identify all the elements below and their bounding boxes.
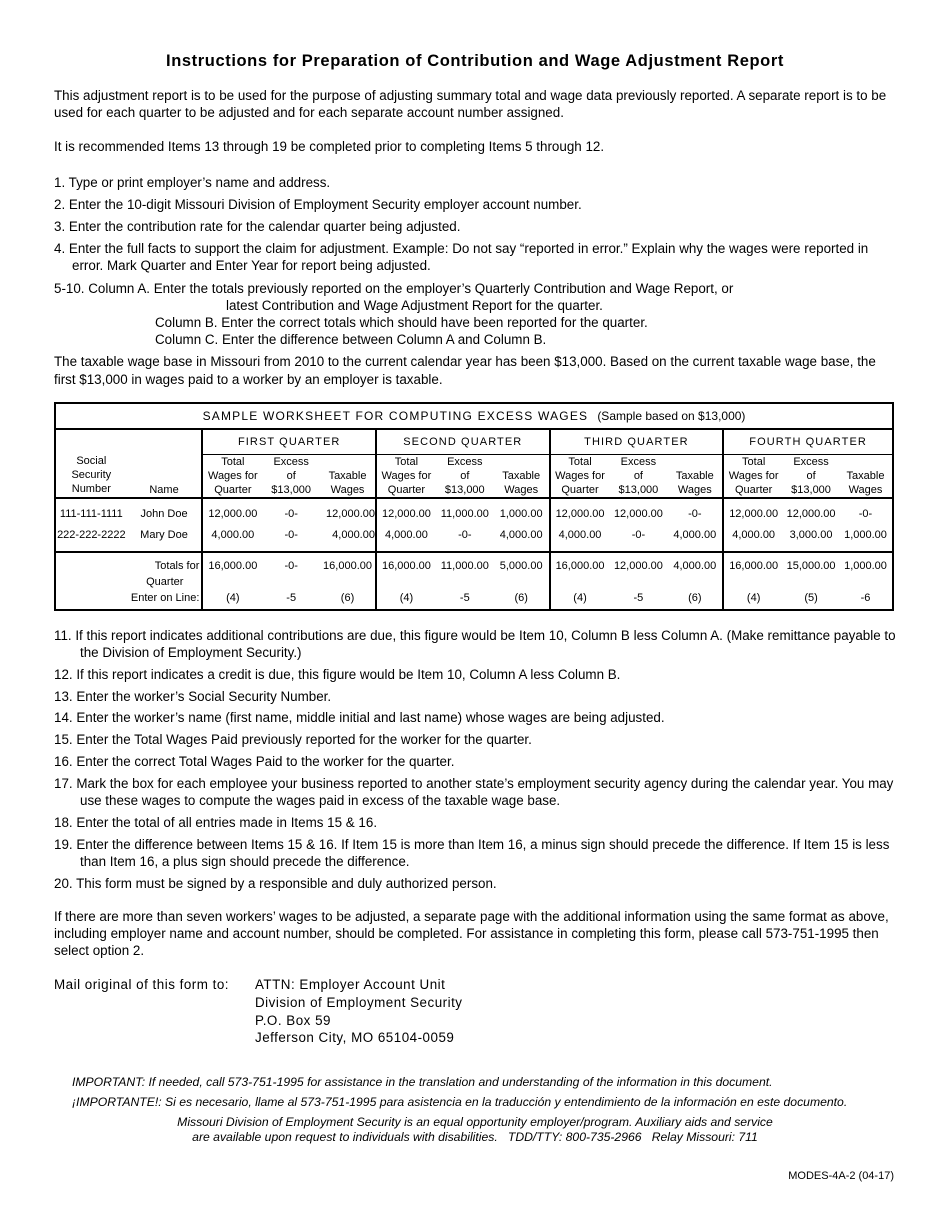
columns-instruction	[54, 280, 896, 349]
total-cell: 1,000.00	[844, 559, 887, 572]
worksheet-subtitle: (Sample based on $13,000)	[597, 408, 746, 423]
totals-label: Totals for Quarter	[146, 559, 200, 588]
excess-header: Excess of $13,000	[262, 454, 320, 498]
list-item: 20. This form must be signed by a responsible and duly authorized person.	[54, 875, 497, 891]
taxable-wage-paragraph: The taxable wage base in Missouri from 2010 to the current calendar year has been $13,000. Based on the current taxable wage base, the first $13,000 in wages paid to a worker by an employer is taxable.	[54, 354, 876, 387]
more-workers-paragraph: If there are more than seven workers’ wages to be adjusted, a separate page with the additional information using the same format as above, including employer name and account number, should be completed. For assistance in completing this form, please call 573-751-1995 then select option 2.	[54, 908, 889, 959]
enter-on-line-label: Enter on Line:	[130, 591, 200, 604]
ssn-header: Social Security Number	[55, 454, 127, 498]
total-wages-header: Total Wages for Quarter	[202, 454, 262, 498]
line-cell: (4)	[202, 590, 262, 610]
value-cell: 4,000.00	[494, 525, 550, 552]
list-item: 14. Enter the worker’s name (first name, middle initial and last name) whose wages are being adjusted.	[54, 710, 665, 726]
list-item: 19. Enter the difference between Items 15 & 16. If Item 15 is more than Item 16, a minus sign should precede the difference. If Item 15 is less than Item 16, a plus sign should precede the difference.	[54, 836, 890, 869]
enter-on-line-row	[55, 590, 893, 610]
address-line: P.O. Box 59	[255, 1012, 331, 1028]
value-cell: -0-	[262, 525, 320, 552]
value-cell: -0-	[858, 508, 873, 521]
ssn-cell: 222-222-2222	[55, 525, 127, 552]
table-row	[55, 525, 893, 552]
value-cell: -0-	[609, 525, 667, 552]
total-cell: 16,000.00	[723, 552, 783, 590]
taxable-wages-header: Taxable Wages	[667, 454, 723, 498]
value-cell: 4,000.00	[202, 525, 262, 552]
mail-label: Mail original of this form to:	[54, 977, 230, 993]
taxable-wages-header: Taxable Wages	[494, 454, 550, 498]
excess-header: Excess of $13,000	[783, 454, 839, 498]
mail-address	[255, 976, 463, 1046]
list-item: 17. Mark the box for each employee your business reported to another state’s employment security agency during the calendar year. You may use these wages to compute the wages paid in excess of the taxable wage base.	[54, 775, 894, 809]
taxable-wages-header: Taxable Wages	[839, 454, 893, 498]
total-cell: 11,000.00	[440, 559, 489, 572]
table-row	[55, 498, 893, 525]
value-cell: 12,000.00	[723, 498, 783, 525]
value-cell: 1,000.00	[839, 525, 893, 552]
value-cell: 12,000.00	[786, 508, 836, 521]
line-cell: -5	[459, 591, 470, 604]
total-cell: -0-	[284, 559, 298, 572]
value-cell: 12,000.00	[376, 498, 436, 525]
value-cell: -0-	[284, 508, 298, 521]
name-header: Name	[127, 454, 203, 498]
list-item: 15. Enter the Total Wages Paid previously reported for the worker for the quarter.	[54, 732, 532, 748]
address-line: Jefferson City, MO 65104-0059	[255, 1030, 455, 1046]
line-cell: (4)	[723, 590, 783, 610]
list-item: 1. Type or print employer’s name and address.	[54, 174, 331, 190]
quarter-header: SECOND QUARTER	[376, 429, 550, 455]
ssn-cell: 111-111-1111	[59, 508, 123, 521]
instructions-page	[54, 52, 896, 1146]
value-cell: 12,000.00	[550, 498, 610, 525]
sample-worksheet-table	[54, 402, 894, 611]
total-cell: 16,000.00	[550, 552, 610, 590]
total-wages-header: Total Wages for Quarter	[723, 454, 783, 498]
list-item: 16. Enter the correct Total Wages Paid to the worker for the quarter.	[54, 754, 455, 770]
list-item: 4. Enter the full facts to support the claim for adjustment. Example: Do not say “reported in error.” Explain why the wages were reported in error. Mark Quarter and Enter Year for report being adjusted.	[54, 241, 869, 274]
instruction-list-top	[54, 174, 896, 275]
columns-line: Column B. Enter the correct totals which should have been reported for the quarter.	[155, 315, 648, 331]
value-cell: 12,000.00	[613, 508, 663, 521]
intro-paragraph: This adjustment report is to be used for the purpose of adjusting summary total and wage data previously reported. A separate report is to be used for each quarter to be adjusted and for each separate account number assigned.	[54, 88, 887, 121]
form-number: MODES-4A-2 (04-17)	[788, 1170, 894, 1182]
address-line: ATTN: Employer Account Unit	[255, 977, 446, 993]
total-cell: 16,000.00	[323, 559, 372, 572]
taxable-wages-header: Taxable Wages	[320, 454, 376, 498]
quarter-header: FOURTH QUARTER	[723, 429, 893, 455]
recommendation-paragraph: It is recommended Items 13 through 19 be completed prior to completing Items 5 through 12.	[54, 139, 605, 155]
line-cell: -5	[286, 591, 297, 604]
quarter-header: THIRD QUARTER	[550, 429, 724, 455]
list-item: 3. Enter the contribution rate for the calendar quarter being adjusted.	[54, 219, 461, 235]
total-cell: 4,000.00	[673, 559, 717, 572]
total-cell: 12,000.00	[613, 559, 663, 572]
total-cell: 5,000.00	[499, 559, 543, 572]
address-line: Division of Employment Security	[255, 995, 463, 1011]
total-cell: 16,000.00	[376, 552, 436, 590]
line-cell: (4)	[376, 590, 436, 610]
total-cell: 16,000.00	[202, 552, 262, 590]
name-cell: John Doe	[140, 508, 188, 521]
important-spanish: ¡IMPORTANTE!: Si es necesario, llame al 573-751-1995 para asistencia en la traducción y entendimiento de la información en este documento.	[72, 1095, 848, 1110]
value-cell: -0-	[688, 508, 702, 521]
worksheet-title-text: SAMPLE WORKSHEET FOR COMPUTING EXCESS WAGES	[202, 408, 589, 423]
excess-header: Excess of $13,000	[609, 454, 667, 498]
columns-line: 5-10. Column A. Enter the totals previously reported on the employer’s Quarterly Contribution and Wage Report, or	[54, 280, 734, 296]
total-wages-header: Total Wages for Quarter	[376, 454, 436, 498]
line-cell: (5)	[804, 591, 818, 604]
list-item: 18. Enter the total of all entries made in Items 15 & 16.	[54, 814, 378, 830]
worksheet-title	[55, 403, 893, 429]
value-cell: 4,000.00	[667, 525, 723, 552]
quarter-header: FIRST QUARTER	[202, 429, 376, 455]
total-wages-header: Total Wages for Quarter	[550, 454, 610, 498]
mailing-address-block	[54, 976, 896, 1046]
value-cell: 4,000.00	[723, 525, 783, 552]
value-cell: 1,000.00	[499, 508, 543, 521]
value-cell: 12,000.00	[202, 498, 262, 525]
name-cell: Mary Doe	[127, 525, 203, 552]
value-cell: 4,000.00	[320, 525, 376, 552]
eeo-statement: Missouri Division of Employment Security is an equal opportunity employer/program. Auxiliary aids and service are available upon request to individuals with disabilities. TDD/TTY: 800-735-2966 Relay Missouri: 711	[177, 1114, 773, 1145]
value-cell: 12,000.00	[326, 508, 375, 521]
value-cell: -0-	[436, 525, 494, 552]
total-cell: 15,000.00	[786, 559, 836, 572]
list-item: 2. Enter the 10-digit Missouri Division of Employment Security employer account number.	[54, 196, 582, 212]
columns-line: latest Contribution and Wage Adjustment Report for the quarter.	[226, 297, 603, 313]
line-cell: -6	[860, 591, 871, 604]
line-cell: -5	[633, 591, 644, 604]
line-cell: (4)	[550, 590, 610, 610]
list-item: 13. Enter the worker’s Social Security Number.	[54, 688, 332, 704]
page-title: Instructions for Preparation of Contribution and Wage Adjustment Report	[166, 52, 784, 70]
value-cell: 4,000.00	[550, 525, 610, 552]
excess-header: Excess of $13,000	[436, 454, 494, 498]
important-english: IMPORTANT: If needed, call 573-751-1995 for assistance in the translation and understanding of the information in this document.	[72, 1074, 773, 1089]
totals-row	[55, 552, 893, 590]
line-cell: (6)	[340, 591, 355, 604]
value-cell: 11,000.00	[440, 508, 489, 521]
important-notice	[54, 1074, 896, 1111]
list-item: 12. If this report indicates a credit is due, this figure would be Item 10, Column A less Column B.	[54, 666, 621, 682]
value-cell: 3,000.00	[783, 525, 839, 552]
list-item: 11. If this report indicates additional contributions are due, this figure would be Item 10, Column B less Column A. (Make remittance payable to the Division of Employment Security.)	[54, 627, 896, 661]
columns-line: Column C. Enter the difference between Column A and Column B.	[155, 332, 547, 348]
line-cell: (6)	[688, 591, 702, 604]
blank-header	[55, 429, 202, 455]
line-cell: (6)	[514, 591, 528, 604]
value-cell: 4,000.00	[376, 525, 436, 552]
instruction-list-bottom	[54, 627, 896, 892]
